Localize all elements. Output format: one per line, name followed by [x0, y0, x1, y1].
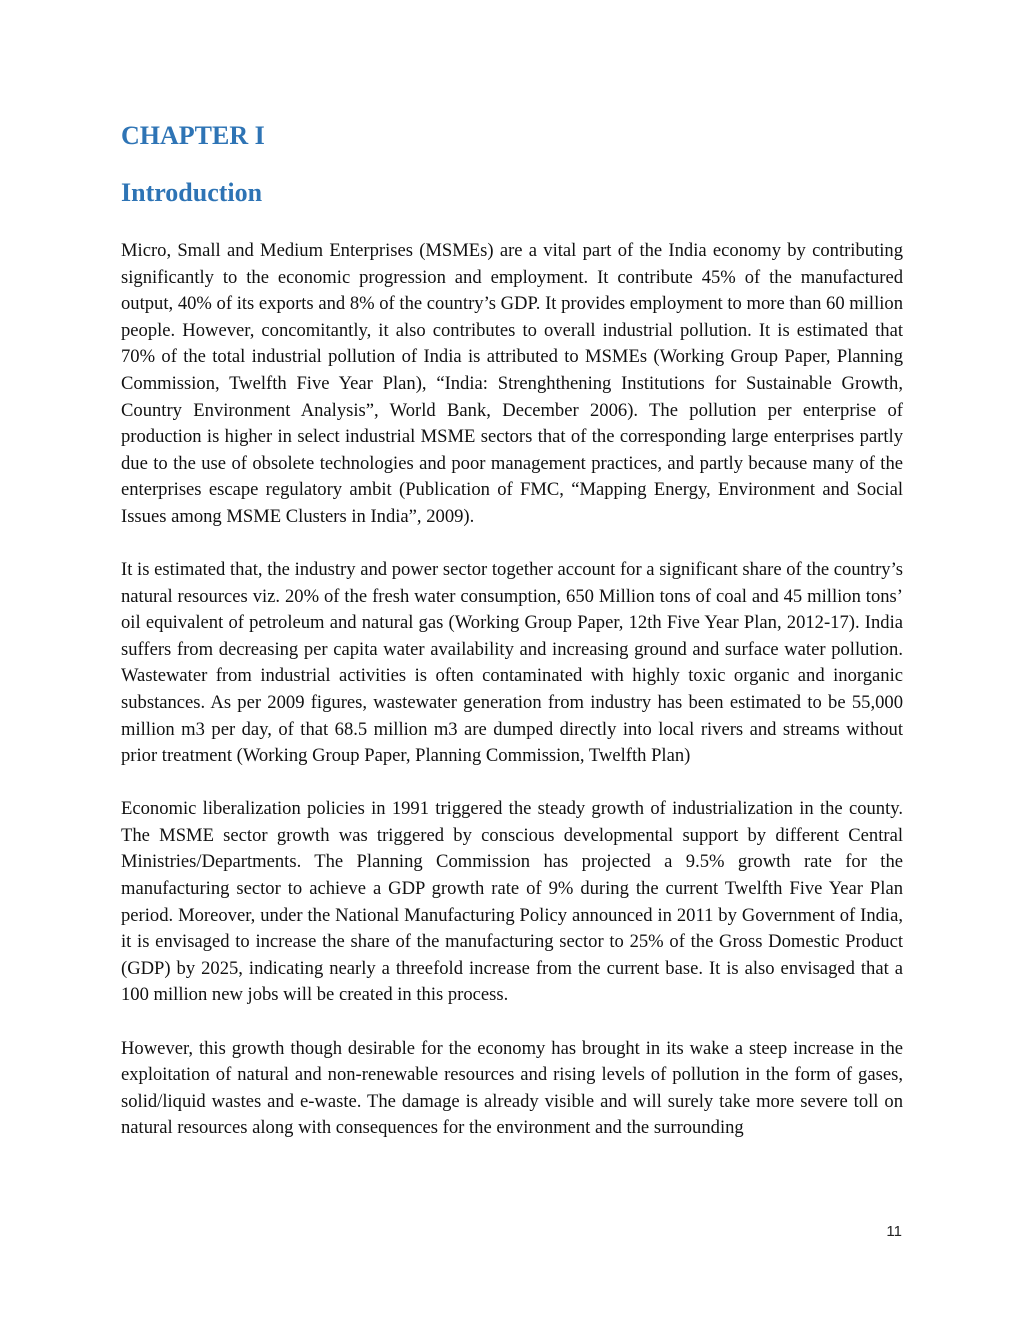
section-title: Introduction	[121, 178, 263, 207]
paragraph-economic-liberalization: Economic liberalization policies in 1991 triggered the steady growth of industrialization in the county. The MSME sector growth was triggered by conscious developmental support by different Central Ministries/Departments. The Planning Commission has projected a 9.5% growth rate for the manufacturing sector to achieve a GDP growth rate of 9% during the current Twelfth Five Year Plan period. Moreover, under the National Manufacturing Policy announced in 2011 by Government of India, it is envisaged to increase the share of the manufacturing sector to 25% of the Gross Domestic Product (GDP) by 2025, indicating nearly a threefold increase from the current base. It is also envisaged that a 100 million new jobs will be created in this process.	[121, 798, 903, 1006]
paragraph-growth-impact: However, this growth though desirable for the economy has brought in its wake a steep increase in the exploitation of natural and non-renewable resources and rising levels of pollution in the form of gases, solid/liquid wastes and e-waste. The damage is already visible and will surely take more severe toll on natural resources along with consequences for the environment and the surrounding	[121, 1037, 903, 1139]
paragraph-msme-overview: Micro, Small and Medium Enterprises (MSMEs) are a vital part of the India economy by contributing significantly to the economic progression and employment. It contribute 45% of the manufactured output, 40% of its exports and 8% of the country’s GDP. It provides employment to more than 60 million people. However, concomitantly, it also contributes to overall industrial pollution. It is estimated that 70% of the total industrial pollution of India is attributed to MSMEs (Working Group Paper, Planning Commission, Twelfth Five Year Plan), “India: Strenghthening Institutions for Sustainable Growth, Country Environment Analysis”, World Bank, December 2006). The pollution per enterprise of production is higher in select industrial MSME sectors that of the corresponding large enterprises partly due to the use of obsolete technologies and poor management practices, and partly because many of the enterprises escape regulatory ambit (Publication of FMC, “Mapping Energy, Environment and Social Issues among MSME Clusters in India”, 2009).	[121, 240, 903, 527]
paragraph-natural-resources: It is estimated that, the industry and power sector together account for a significant share of the country’s natural resources viz. 20% of the fresh water consumption, 650 Million tons of coal and 45 million tons’ oil equivalent of petroleum and natural gas (Working Group Paper, 12th Five Year Plan, 2012-17). India suffers from decreasing per capita water availability and increasing ground and surface water pollution. Wastewater from industrial activities is often contaminated with highly toxic organic and inorganic substances. As per 2009 figures, wastewater generation from industry has been estimated to be 55,000 million m3 per day, of that 68.5 million m3 are dumped directly into local rivers and streams without prior treatment (Working Group Paper, Planning Commission, Twelfth Plan)	[121, 559, 903, 767]
body-text	[121, 238, 903, 1168]
page-number: 11	[886, 1223, 902, 1240]
chapter-title: CHAPTER I	[121, 121, 265, 150]
